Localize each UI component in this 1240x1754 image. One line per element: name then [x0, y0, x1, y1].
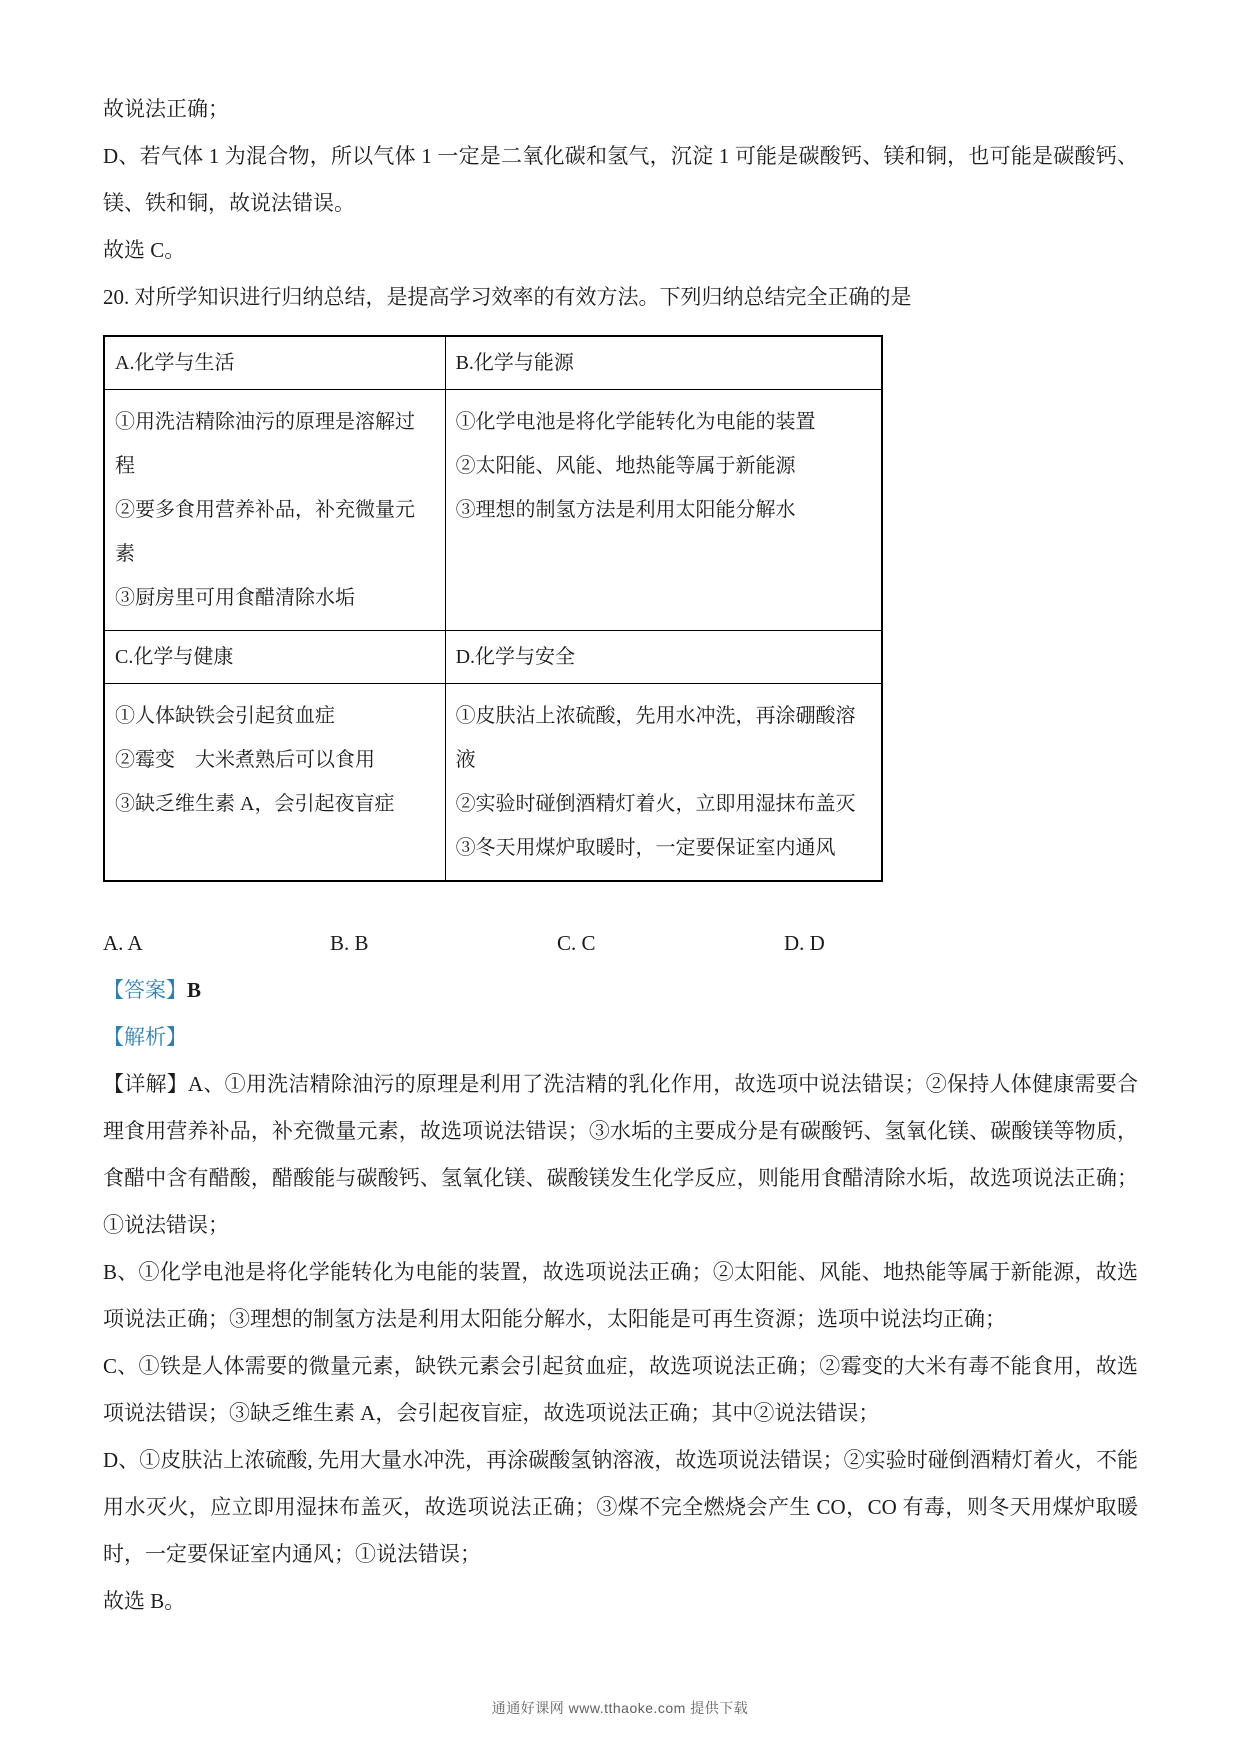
table-content-cell-c — [104, 684, 445, 882]
table-cell-line: ③冬天用煤炉取暖时，一定要保证室内通风 — [455, 837, 836, 859]
option-d: D. D — [784, 931, 825, 955]
table-cell-line: ②霉变 大米煮熟后可以食用 — [115, 749, 375, 771]
table-header-cell-a: A.化学与生活 — [104, 336, 445, 390]
table-header-cell-b: B.化学与能源 — [445, 336, 882, 390]
table-cell-line: ③厨房里可用食醋清除水垢 — [115, 587, 355, 609]
table-row — [104, 390, 882, 631]
analysis-line — [103, 1014, 1138, 1061]
question-20-stem: 20. 对所学知识进行归纳总结，是提高学习效率的有效方法。下列归纳总结完全正确的是 — [103, 285, 912, 309]
table-content-cell-b — [445, 390, 882, 631]
final-answer-conclusion: 故选 B。 — [103, 1589, 186, 1613]
table-header-cell-c: C.化学与健康 — [104, 631, 445, 684]
footer-watermark: 通通好课网 www.tthaoke.com 提供下载 — [491, 1700, 749, 1716]
detail-paragraph-a: 【详解】A、①用洗洁精除油污的原理是利用了洗洁精的乳化作用，故选项中说法错误；②保持人体健康需要合理食用营养补品，补充微量元素，故选项说法错误；③水垢的主要成分是有碳酸钙、氢氧化镁、碳酸镁等物质，食醋中含有醋酸，醋酸能与碳酸钙、氢氧化镁、碳酸镁发生化学反应，则能用食醋清除水垢，故选项说法正确；①说法错误； — [103, 1072, 1138, 1237]
option-a: A. A — [103, 931, 143, 955]
table-cell-line: ②实验时碰倒酒精灯着火，立即用湿抹布盖灭 — [455, 793, 856, 815]
answer-label: 【答案】 — [103, 978, 187, 1002]
table-cell-line: ①用洗洁精除油污的原理是溶解过程 — [115, 411, 415, 477]
answer-conclusion-q19: 故选 C。 — [103, 238, 186, 262]
table-cell-line: ②要多食用营养补品，补充微量元素 — [115, 499, 415, 565]
table-row — [104, 684, 882, 882]
detail-paragraph-d: D、①皮肤沾上浓硫酸, 先用大量水冲洗，再涂碳酸氢钠溶液，故选项说法错误；②实验时碰倒酒精灯着火，不能用水灭火，应立即用湿抹布盖灭，故选项说法正确；③煤不完全燃烧会产生 CO，CO 有毒，则冬天用煤炉取暖时，一定要保证室内通风；①说法错误； — [103, 1448, 1138, 1566]
answer-line — [103, 967, 1138, 1014]
table-header-cell-d: D.化学与安全 — [445, 631, 882, 684]
detail-paragraph-c: C、①铁是人体需要的微量元素，缺铁元素会引起贫血症，故选项说法正确；②霉变的大米有毒不能食用，故选项说法错误；③缺乏维生素 A，会引起夜盲症，故选项说法正确；其中②说法错误； — [103, 1354, 1138, 1425]
table-cell-line: ③理想的制氢方法是利用太阳能分解水 — [455, 499, 796, 521]
explanation-tail-line: 故说法正确； — [103, 97, 229, 121]
question-20-table-wrapper — [103, 335, 1138, 882]
table-cell-line: ①皮肤沾上浓硫酸，先用水冲洗，再涂硼酸溶液 — [455, 705, 856, 771]
table-cell-line: ③缺乏维生素 A，会引起夜盲症 — [115, 793, 395, 815]
table-cell-line: ①人体缺铁会引起贫血症 — [115, 705, 335, 727]
analysis-label: 【解析】 — [103, 1025, 187, 1049]
question-20-table — [103, 335, 883, 882]
detail-paragraph-b: B、①化学电池是将化学能转化为电能的装置，故选项说法正确；②太阳能、风能、地热能等属于新能源，故选项说法正确；③理想的制氢方法是利用太阳能分解水，太阳能是可再生资源；选项中说法均正确； — [103, 1260, 1138, 1331]
option-c: C. C — [557, 931, 596, 955]
option-b: B. B — [330, 931, 369, 955]
table-cell-line: ②太阳能、风能、地热能等属于新能源 — [455, 455, 796, 477]
answer-options-row — [103, 920, 1138, 967]
table-cell-line: ①化学电池是将化学能转化为电能的装置 — [455, 411, 816, 433]
table-content-cell-d — [445, 684, 882, 882]
table-row — [104, 631, 882, 684]
option-d-explanation: D、若气体 1 为混合物，所以气体 1 一定是二氧化碳和氢气，沉淀 1 可能是碳酸钙、镁和铜，也可能是碳酸钙、镁、铁和铜，故说法错误。 — [103, 144, 1138, 215]
answer-value: B — [187, 978, 202, 1002]
table-row — [104, 336, 882, 390]
table-content-cell-a — [104, 390, 445, 631]
